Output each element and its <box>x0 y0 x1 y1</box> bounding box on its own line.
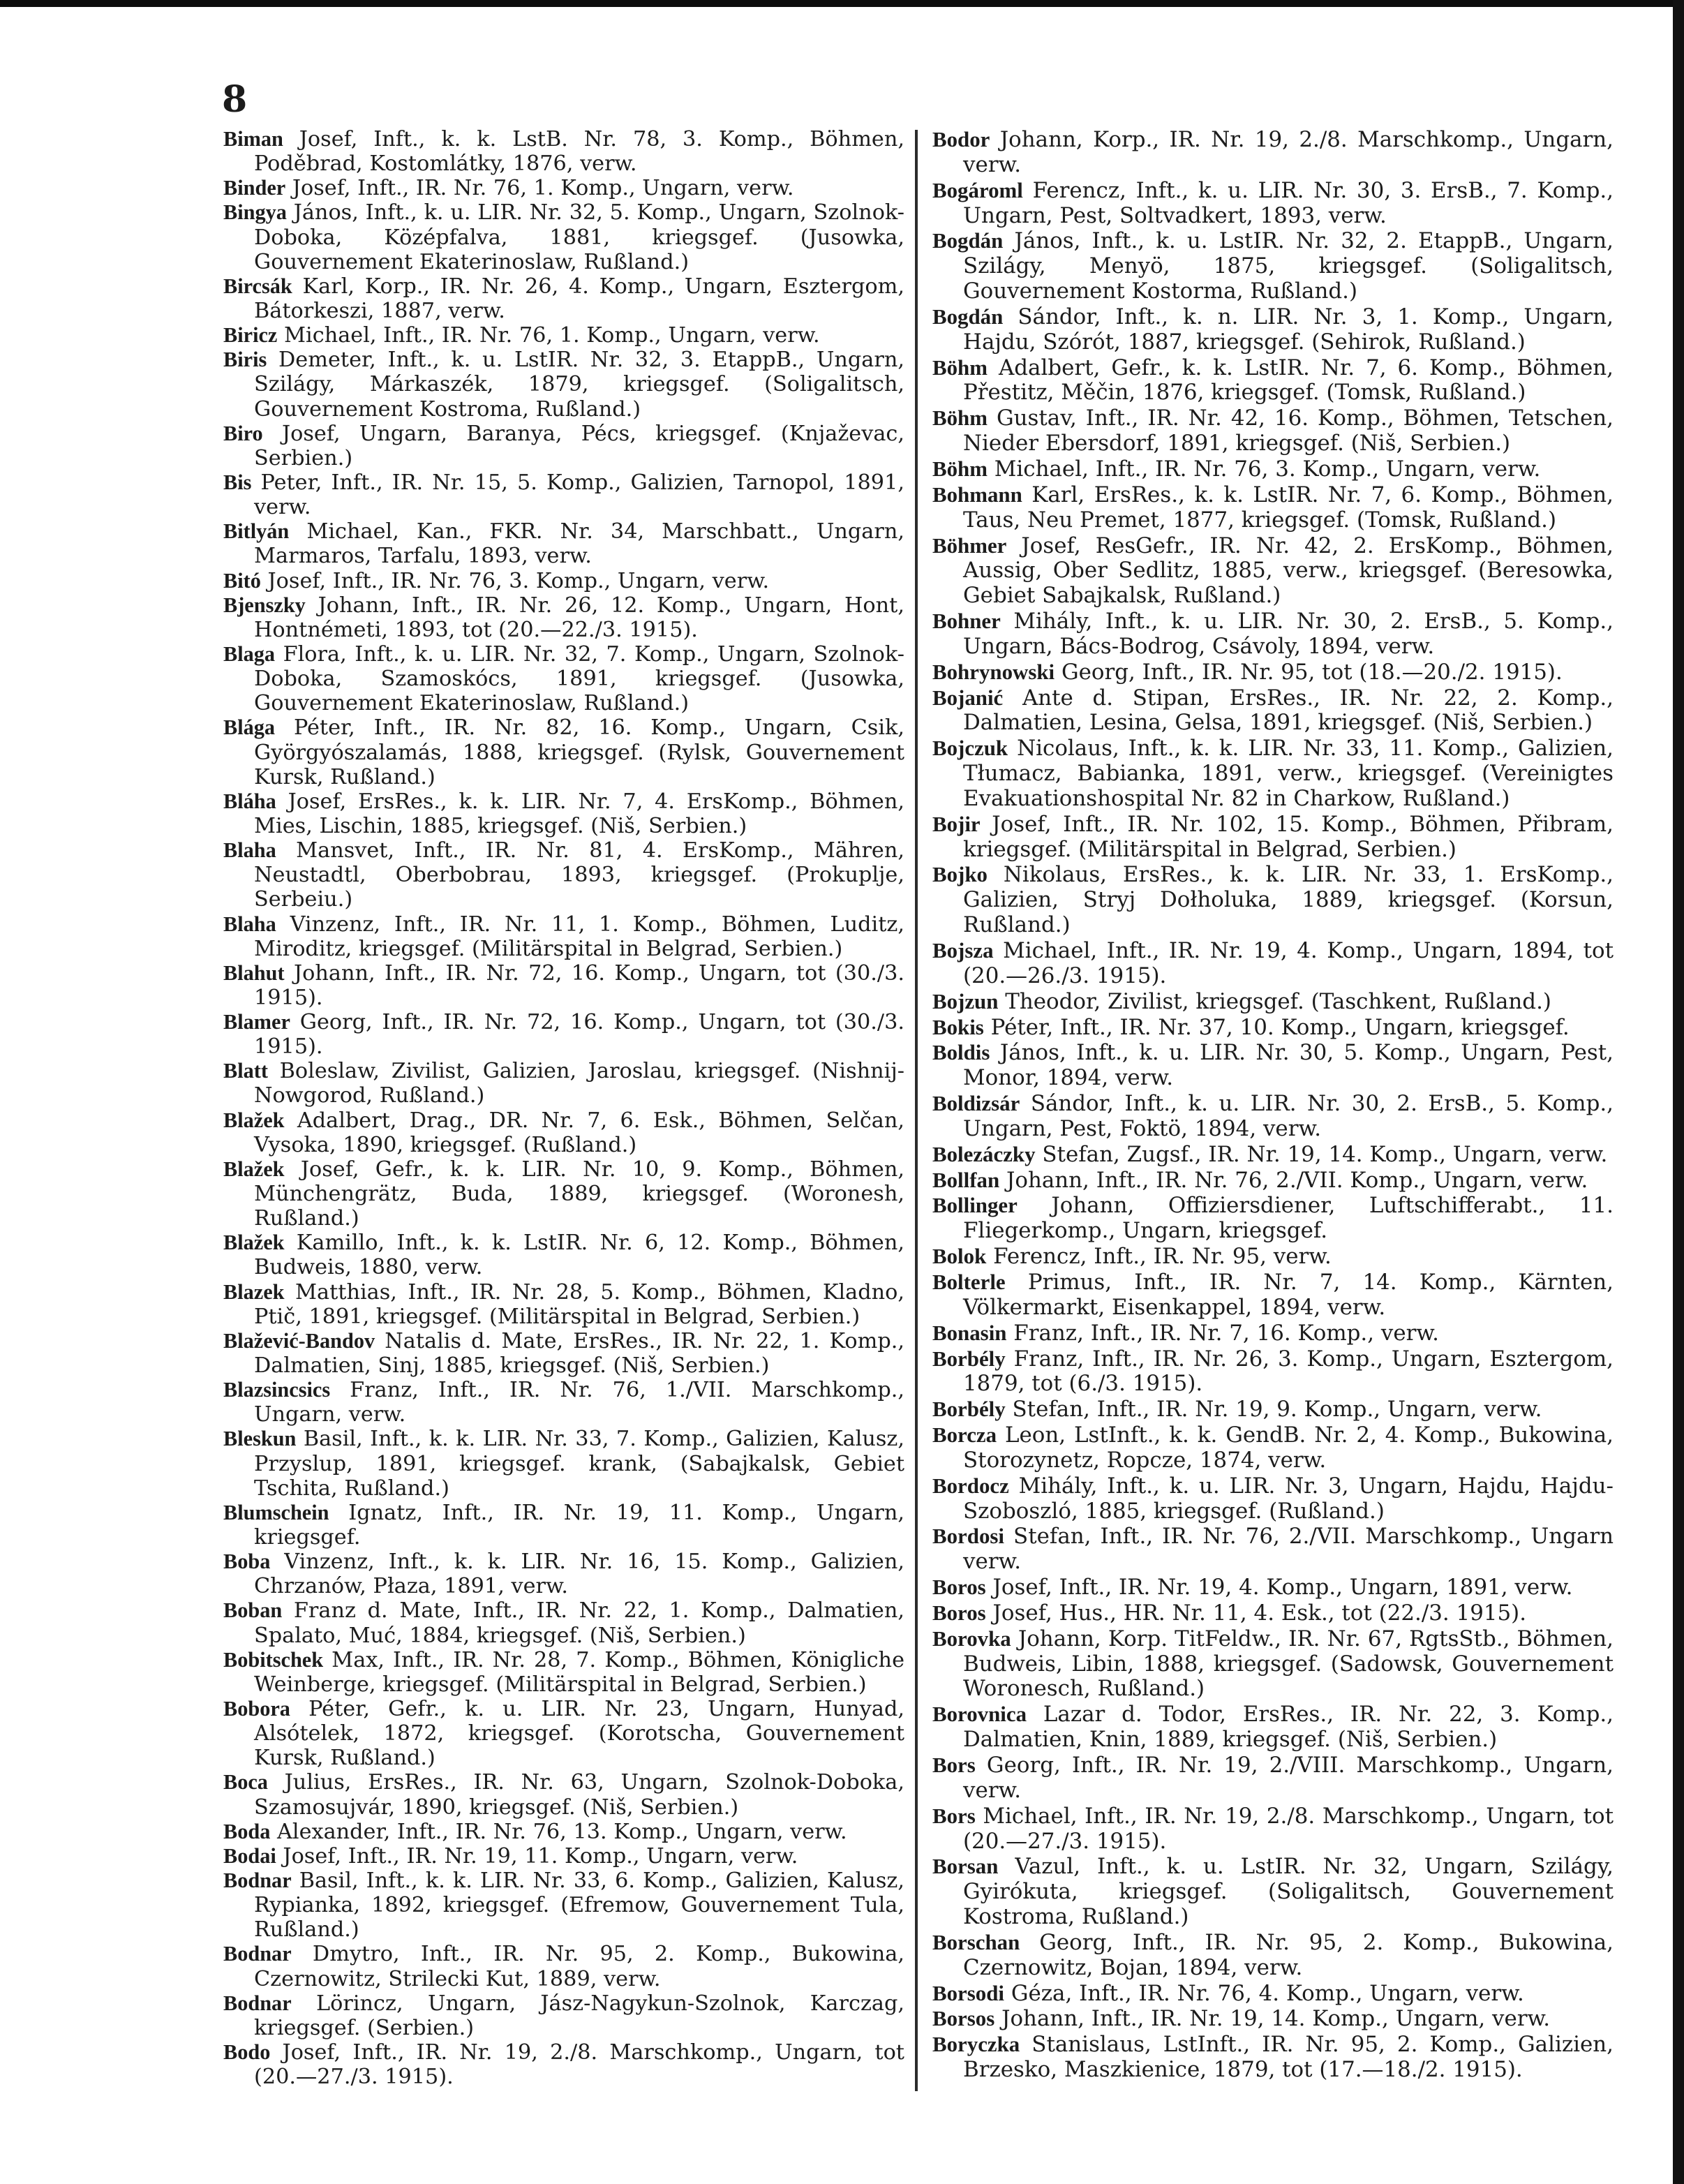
entry-surname: Boban <box>223 1598 283 1623</box>
entry-surname: Boda <box>223 1819 271 1843</box>
entry-surname: Blaha <box>223 912 276 936</box>
entry-surname: Blága <box>223 715 276 740</box>
entry-details: Johann, Inft., IR. Nr. 19, 14. Komp., Ungarn, verw. <box>1001 2006 1551 2032</box>
casualty-entry <box>223 1108 904 1157</box>
entry-details: Josef, Inft., k. k. LstB. Nr. 78, 3. Komp., Böhmen, Poděbrad, Kostomlátky, 1876, verw. <box>254 127 904 177</box>
casualty-entry <box>223 1501 904 1550</box>
entry-details: Josef, ErsRes., k. k. LIR. Nr. 7, 4. ErsKomp., Böhmen, Mies, Lischin, 1885, kriegsgef. (Niš, Serbien.) <box>254 789 904 838</box>
casualty-entry <box>932 1626 1614 1702</box>
entry-surname: Biro <box>223 421 263 445</box>
casualty-entry <box>223 1598 904 1647</box>
casualty-entry <box>932 533 1614 609</box>
entry-details: Vazul, Inft., k. u. LstIR. Nr. 32, Ungarn, Szilágy, Gyirókuta, kriegsgef. (Soligalitsch, Gouvernement Kostroma, Rußland.) <box>963 1854 1614 1930</box>
entry-surname: Bonasin <box>932 1320 1007 1345</box>
entry-details: Péter, Gefr., k. u. LIR. Nr. 23, Ungarn, Hunyad, Alsótelek, 1872, kriegsgef. (Korotscha, Gouvernement Kursk, Rußland.) <box>254 1697 904 1771</box>
entry-details: Michael, Kan., FKR. Nr. 34, Marschbatt., Ungarn, Marmaros, Tarfalu, 1893, verw. <box>254 519 904 569</box>
entry-surname: Bors <box>932 1803 976 1828</box>
entry-details: Franz, Inft., IR. Nr. 26, 3. Komp., Ungarn, Esztergom, 1879, tot (6./3. 1915). <box>963 1346 1614 1397</box>
entry-details: Josef, Gefr., k. k. LIR. Nr. 10, 9. Komp., Böhmen, Münchengrätz, Buda, 1889, kriegsgef. (Woronesh, Rußland.) <box>254 1157 904 1231</box>
entry-details: Géza, Inft., IR. Nr. 76, 4. Komp., Ungarn, verw. <box>1011 1980 1524 2006</box>
entry-surname: Bodnar <box>223 1991 292 2015</box>
entry-details: Flora, Inft., k. u. LIR. Nr. 32, 7. Komp., Ungarn, Szolnok-Doboka, Szamoskócs, 1891, kriegsgef. (Jusowka, Gouvernement Ekaterinoslaw, Rußland.) <box>254 641 904 716</box>
entry-surname: Borsos <box>932 2006 995 2031</box>
casualty-entry <box>932 1524 1614 1575</box>
casualty-entry <box>932 1930 1614 1981</box>
entry-surname: Böhm <box>932 406 988 431</box>
entry-surname: Blahut <box>223 960 285 985</box>
entry-surname: Bodnar <box>223 1942 292 1966</box>
entry-details: Ante d. Stipan, ErsRes., IR. Nr. 22, 2. Komp., Dalmatien, Lesina, Gelsa, 1891, kriegsgef. (Niš, Serbien.) <box>963 685 1614 736</box>
entry-surname: Borschan <box>932 1929 1020 1954</box>
entry-surname: Bogdán <box>932 228 1004 253</box>
entry-details: János, Inft., k. u. LIR. Nr. 30, 5. Komp., Ungarn, Pest, Monor, 1894, verw. <box>963 1040 1614 1091</box>
entry-surname: Bogdán <box>932 304 1004 329</box>
entry-surname: Blamer <box>223 1010 290 1034</box>
casualty-entry <box>223 1942 904 1991</box>
entry-surname: Blažek <box>223 1157 285 1181</box>
entry-surname: Blatt <box>223 1059 268 1083</box>
entry-surname: Bodai <box>223 1843 276 1868</box>
entry-surname: Bokis <box>932 1014 984 1039</box>
casualty-entry <box>223 1059 904 1108</box>
casualty-entry <box>932 228 1614 304</box>
casualty-entry <box>932 1040 1614 1091</box>
entry-details: Stefan, Inft., IR. Nr. 76, 2./VII. Marschkomp., Ungarn verw. <box>963 1524 1614 1575</box>
entry-details: Nikolaus, ErsRes., k. k. LIR. Nr. 33, 1. ErsKomp., Galizien, Stryj Dołholuka, 1889, kriegsgef. (Korsun, Rußland.) <box>963 862 1614 938</box>
entry-surname: Bogároml <box>932 177 1023 202</box>
entry-surname: Böhmer <box>932 533 1007 558</box>
entry-details: Vinzenz, Inft., k. k. LIR. Nr. 16, 15. Komp., Galizien, Chrzanów, Płaza, 1891, verw. <box>254 1550 904 1599</box>
entry-details: Karl, Korp., IR. Nr. 26, 4. Komp., Ungarn, Esztergom, Bátorkeszi, 1887, verw. <box>254 274 904 323</box>
casualty-entry <box>223 593 904 642</box>
entry-surname: Boba <box>223 1550 271 1574</box>
entry-surname: Bitlyán <box>223 519 290 544</box>
entry-details: Stefan, Inft., IR. Nr. 19, 9. Komp., Ungarn, verw. <box>1012 1397 1542 1422</box>
entry-details: Georg, Inft., IR. Nr. 95, 2. Komp., Bukowina, Czernowitz, Bojan, 1894, verw. <box>963 1929 1614 1980</box>
casualty-entry <box>932 1753 1614 1804</box>
entry-surname: Boros <box>932 1575 986 1600</box>
entry-details: Lazar d. Todor, ErsRes., IR. Nr. 22, 3. Komp., Dalmatien, Knin, 1889, kriegsgef. (Niš, Serbien.) <box>963 1702 1614 1753</box>
entry-surname: Borsodi <box>932 1980 1004 2005</box>
entry-details: János, Inft., k. u. LIR. Nr. 32, 5. Komp., Ungarn, Szolnok-Doboka, Középfalva, 1881, kriegsgef. (Jusowka, Gouvernement Ekaterinoslaw, Rußland.) <box>254 200 904 274</box>
casualty-entry <box>932 127 1614 178</box>
entry-surname: Blažek <box>223 1108 285 1132</box>
entry-details: Josef, Hus., HR. Nr. 11, 4. Esk., tot (22./3. 1915). <box>992 1600 1527 1626</box>
casualty-entry <box>223 1157 904 1231</box>
entry-details: János, Inft., k. u. LstIR. Nr. 32, 2. EtappB., Ungarn, Szilágy, Menyö, 1875, kriegsgef. (Soligalitsch, Gouvernement Kostorma, Rußland.) <box>963 228 1614 304</box>
casualty-entry <box>932 2006 1614 2032</box>
entry-details: Mansvet, Inft., IR. Nr. 81, 4. ErsKomp., Mähren, Neustadtl, Oberbobrau, 1893, kriegsgef. (Prokuplje, Serbeiu.) <box>254 838 904 912</box>
page-number: 8 <box>222 78 248 121</box>
entry-surname: Blaha <box>223 838 276 863</box>
column-divider <box>915 130 918 2091</box>
entry-surname: Bodo <box>223 2040 271 2064</box>
left-column <box>223 127 904 2089</box>
casualty-entry <box>223 1869 904 1942</box>
entry-details: Kamillo, Inft., k. k. LstIR. Nr. 6, 12. Komp., Böhmen, Budweis, 1880, verw. <box>254 1231 904 1280</box>
entry-surname: Binder <box>223 176 286 200</box>
entry-surname: Boryczka <box>932 2032 1020 2057</box>
entry-surname: Bolezáczky <box>932 1141 1036 1166</box>
casualty-entry <box>932 1244 1614 1270</box>
entry-details: Josef, Ungarn, Baranya, Pécs, kriegsgef. (Knjaževac, Serbien.) <box>254 421 904 470</box>
entry-details: Leon, LstInft., k. k. GendB. Nr. 2, 4. Komp., Bukowina, Storozynetz, Ropcze, 1874, verw. <box>963 1422 1614 1473</box>
entry-surname: Bodnar <box>223 1868 292 1892</box>
entry-surname: Bojir <box>932 811 981 836</box>
entry-details: Josef, Inft., IR. Nr. 19, 2./8. Marschkomp., Ungarn, tot (20.—27./3. 1915). <box>254 2040 904 2090</box>
entry-surname: Bis <box>223 470 252 494</box>
entry-surname: Biricz <box>223 323 278 348</box>
entry-surname: Blažević-Bandov <box>223 1328 375 1353</box>
entry-surname: Bodor <box>932 127 990 151</box>
casualty-entry <box>223 642 904 715</box>
casualty-entry <box>932 178 1614 229</box>
entry-surname: Blumschein <box>223 1500 329 1524</box>
entry-details: Johann, Inft., IR. Nr. 76, 2./VII. Komp., Ungarn, verw. <box>1006 1167 1588 1193</box>
entry-surname: Bobitschek <box>223 1647 324 1672</box>
entry-details: Primus, Inft., IR. Nr. 7, 14. Komp., Kärnten, Völkermarkt, Eisenkappel, 1894, verw. <box>963 1269 1614 1320</box>
entry-surname: Bojsza <box>932 938 994 963</box>
entry-surname: Borbély <box>932 1346 1006 1371</box>
casualty-entry <box>223 1378 904 1427</box>
casualty-entry <box>932 1473 1614 1524</box>
entry-details: Michael, Inft., IR. Nr. 76, 3. Komp., Ungarn, verw. <box>994 456 1541 482</box>
entry-details: Franz, Inft., IR. Nr. 76, 1./VII. Marschkomp., Ungarn, verw. <box>254 1378 904 1427</box>
entry-details: Mihály, Inft., k. u. LIR. Nr. 30, 2. ErsB., 5. Komp., Ungarn, Bács-Bodrog, Csávoly, 1894, verw. <box>963 609 1614 659</box>
entry-details: Johann, Korp., IR. Nr. 19, 2./8. Marschkomp., Ungarn, verw. <box>963 127 1614 177</box>
entry-details: Lörincz, Ungarn, Jász-Nagykun-Szolnok, Karczag, kriegsgef. (Serbien.) <box>254 1991 904 2040</box>
entry-details: Ignatz, Inft., IR. Nr. 19, 11. Komp., Ungarn, kriegsgef. <box>254 1500 904 1550</box>
entry-details: Ferencz, Inft., k. u. LIR. Nr. 30, 3. ErsB., 7. Komp., Ungarn, Pest, Soltvadkert, 1893, verw. <box>963 177 1614 228</box>
entry-details: Karl, ErsRes., k. k. LstIR. Nr. 7, 6. Komp., Böhmen, Taus, Neu Premet, 1877, kriegsgef. (Tomsk, Rußland.) <box>963 482 1614 533</box>
entry-details: Johann, Inft., IR. Nr. 72, 16. Komp., Ungarn, tot (30./3. 1915). <box>254 960 904 1010</box>
casualty-entry <box>223 1770 904 1819</box>
entry-details: Max, Inft., IR. Nr. 28, 7. Komp., Böhmen, Königliche Weinberge, kriegsgef. (Militärspital in Belgrad, Serbien.) <box>254 1647 904 1697</box>
entry-details: Michael, Inft., IR. Nr. 19, 4. Komp., Ungarn, 1894, tot (20.—26./3. 1915). <box>963 938 1614 988</box>
casualty-entry <box>932 1168 1614 1194</box>
entry-details: Josef, Inft., IR. Nr. 19, 4. Komp., Ungarn, 1891, verw. <box>992 1575 1573 1600</box>
entry-surname: Böhm <box>932 355 988 380</box>
entry-surname: Bojczuk <box>932 736 1008 761</box>
entry-surname: Böhm <box>932 456 988 481</box>
entry-surname: Bors <box>932 1753 976 1777</box>
casualty-entry <box>223 961 904 1010</box>
casualty-entry <box>932 1015 1614 1041</box>
casualty-entry <box>223 1648 904 1697</box>
entry-details: Basil, Inft., k. k. LIR. Nr. 33, 6. Komp., Galizien, Kalusz, Rypianka, 1892, kriegsgef. (Efremow, Gouvernement Tula, Rußland.) <box>254 1868 904 1942</box>
entry-details: Theodor, Zivilist, kriegsgef. (Taschkent, Rußland.) <box>1005 988 1551 1014</box>
entry-surname: Boca <box>223 1770 268 1795</box>
entry-surname: Bohrynowski <box>932 659 1055 684</box>
entry-surname: Borovnica <box>932 1702 1027 1727</box>
casualty-entry <box>932 1321 1614 1346</box>
entry-details: Adalbert, Gefr., k. k. LstIR. Nr. 7, 6. Komp., Böhmen, Přestitz, Měčin, 1876, kriegsgef. (Tomsk, Rußland.) <box>963 355 1614 406</box>
casualty-entry <box>223 1820 904 1844</box>
casualty-entry <box>932 609 1614 660</box>
casualty-entry <box>932 1142 1614 1168</box>
entry-surname: Biris <box>223 348 267 372</box>
entry-surname: Borcza <box>932 1422 997 1448</box>
casualty-entry <box>223 1329 904 1378</box>
casualty-entry <box>223 200 904 274</box>
entry-details: Gustav, Inft., IR. Nr. 42, 16. Komp., Böhmen, Tetschen, Nieder Ebersdorf, 1891, kriegsgef. (Niš, Serbien.) <box>963 406 1614 456</box>
scan-right-edge <box>1673 0 1684 2184</box>
entry-details: Stanislaus, LstInft., IR. Nr. 95, 2. Komp., Galizien, Brzesko, Maszkienice, 1879, tot (17.—18./2. 1915). <box>963 2032 1614 2083</box>
casualty-entry <box>223 422 904 470</box>
casualty-entry <box>223 1550 904 1598</box>
entry-details: Vinzenz, Inft., IR. Nr. 11, 1. Komp., Böhmen, Luditz, Miroditz, kriegsgef. (Militärspital in Belgrad, Serbien.) <box>254 912 904 961</box>
entry-details: Josef, Inft., IR. Nr. 76, 3. Komp., Ungarn, verw. <box>267 568 770 593</box>
casualty-entry <box>223 470 904 519</box>
casualty-entry <box>223 1231 904 1279</box>
entry-details: Josef, Inft., IR. Nr. 102, 15. Komp., Böhmen, Přibram, kriegsgef. (Militärspital in Belgrad, Serbien.) <box>963 811 1614 862</box>
entry-details: Adalbert, Drag., DR. Nr. 7, 6. Esk., Böhmen, Selčan, Vysoka, 1890, kriegsgef. (Rußland.) <box>254 1108 904 1157</box>
casualty-entry <box>932 1193 1614 1244</box>
casualty-entry <box>223 789 904 838</box>
entry-details: Johann, Offiziersdiener, Luftschifferabt., 11. Fliegerkomp., Ungarn, kriegsgef. <box>963 1193 1614 1244</box>
casualty-entry <box>932 812 1614 863</box>
entry-details: Georg, Inft., IR. Nr. 19, 2./VIII. Marschkomp., Ungarn, verw. <box>963 1753 1614 1803</box>
entry-details: Nicolaus, Inft., k. k. LIR. Nr. 33, 11. Komp., Galizien, Tłumacz, Babianka, 1891, verw., kriegsgef. (Vereinigtes Evakuationshospital Nr. 82 in Charkow, Rußland.) <box>963 736 1614 811</box>
entry-details: Péter, Inft., IR. Nr. 37, 10. Komp., Ungarn, kriegsgef. <box>990 1014 1570 1040</box>
casualty-entry <box>932 1854 1614 1930</box>
casualty-entry <box>223 176 904 200</box>
casualty-entry <box>223 2040 904 2089</box>
entry-surname: Blažek <box>223 1231 285 1255</box>
entry-details: Johann, Inft., IR. Nr. 26, 12. Komp., Ungarn, Hont, Hontnémeti, 1893, tot (20.—22./3. 1915). <box>254 593 904 642</box>
casualty-entry <box>223 1280 904 1329</box>
entry-surname: Borbély <box>932 1397 1006 1422</box>
entry-surname: Blazek <box>223 1279 285 1304</box>
entry-surname: Bitó <box>223 568 261 593</box>
entry-surname: Biman <box>223 127 283 151</box>
casualty-entry <box>223 323 904 348</box>
entry-surname: Bjenszky <box>223 593 306 617</box>
entry-surname: Bolterle <box>932 1269 1006 1294</box>
casualty-entry <box>223 1010 904 1059</box>
casualty-entry <box>932 660 1614 685</box>
entry-surname: Boldizsár <box>932 1091 1020 1116</box>
entry-details: Sándor, Inft., k. u. LIR. Nr. 30, 2. ErsB., 5. Komp., Ungarn, Pest, Foktö, 1894, verw. <box>963 1091 1614 1141</box>
casualty-entry <box>223 569 904 593</box>
entry-surname: Bojzun <box>932 988 999 1013</box>
casualty-entry <box>223 519 904 568</box>
casualty-entry <box>932 355 1614 406</box>
casualty-entry <box>932 862 1614 938</box>
casualty-entry <box>932 685 1614 736</box>
casualty-entry <box>223 274 904 323</box>
casualty-entry <box>223 1844 904 1869</box>
casualty-entry <box>932 1270 1614 1321</box>
entry-details: Josef, ResGefr., IR. Nr. 42, 2. ErsKomp., Böhmen, Aussig, Ober Sedlitz, 1885, verw., kriegsgef. (Beresowka, Gebiet Sabajkalsk, Rußland.) <box>963 533 1614 609</box>
entry-surname: Bláha <box>223 789 276 813</box>
casualty-entry <box>223 1427 904 1500</box>
casualty-entry <box>932 1981 1614 2007</box>
entry-details: Basil, Inft., k. k. LIR. Nr. 33, 7. Komp., Galizien, Kalusz, Przyslup, 1891, kriegsgef. krank, (Sabajkalsk, Gebiet Tschita, Rußland.) <box>254 1427 904 1501</box>
casualty-entry <box>932 1702 1614 1753</box>
casualty-entry <box>932 736 1614 812</box>
casualty-entry <box>932 304 1614 355</box>
entry-details: Georg, Inft., IR. Nr. 72, 16. Komp., Ungarn, tot (30./3. 1915). <box>254 1010 904 1060</box>
entry-details: Josef, Inft., IR. Nr. 76, 1. Komp., Ungarn, verw. <box>292 176 794 201</box>
right-column <box>932 127 1614 2083</box>
entry-details: Michael, Inft., IR. Nr. 76, 1. Komp., Ungarn, verw. <box>284 323 820 348</box>
entry-details: Julius, ErsRes., IR. Nr. 63, Ungarn, Szolnok-Doboka, Szamosujvár, 1890, kriegsgef. (Niš, Serbien.) <box>254 1770 904 1820</box>
casualty-entry <box>223 1697 904 1770</box>
casualty-entry <box>932 1397 1614 1422</box>
entry-surname: Bohner <box>932 609 1001 634</box>
entry-details: Alexander, Inft., IR. Nr. 76, 13. Komp., Ungarn, verw. <box>277 1819 847 1844</box>
casualty-entry <box>932 1804 1614 1855</box>
entry-surname: Bollinger <box>932 1193 1018 1218</box>
entry-surname: Bollfan <box>932 1167 1000 1192</box>
casualty-entry <box>932 1422 1614 1473</box>
entry-surname: Bleskun <box>223 1427 297 1451</box>
entry-surname: Blaga <box>223 641 276 666</box>
entry-details: Natalis d. Mate, ErsRes., IR. Nr. 22, 1. Komp., Dalmatien, Sinj, 1885, kriegsgef. (Niš, Serbien.) <box>254 1328 904 1379</box>
entry-surname: Boldis <box>932 1040 990 1065</box>
entry-details: Boleslaw, Zivilist, Galizien, Jaroslau, kriegsgef. (Nishnij-Nowgorod, Rußland.) <box>254 1059 904 1108</box>
entry-details: Matthias, Inft., IR. Nr. 28, 5. Komp., Böhmen, Kladno, Ptič, 1891, kriegsgef. (Militärspital in Belgrad, Serbien.) <box>254 1279 904 1329</box>
casualty-entry <box>932 1346 1614 1397</box>
casualty-entry <box>223 348 904 421</box>
entry-details: Georg, Inft., IR. Nr. 95, tot (18.—20./2. 1915). <box>1061 659 1563 685</box>
casualty-entry <box>932 989 1614 1015</box>
casualty-entry <box>932 406 1614 456</box>
entry-surname: Bordosi <box>932 1524 1004 1549</box>
casualty-entry <box>223 1991 904 2040</box>
entry-details: Josef, Inft., IR. Nr. 19, 11. Komp., Ungarn, verw. <box>283 1843 798 1869</box>
entry-details: Johann, Korp. TitFeldw., IR. Nr. 67, RgtsStb., Böhmen, Budweis, Libin, 1888, kriegsgef. (Sadowsk, Gouvernement Woronesch, Rußland.) <box>963 1626 1614 1702</box>
casualty-entry <box>932 1600 1614 1626</box>
entry-surname: Bingya <box>223 200 287 225</box>
scan-top-edge <box>0 0 1684 7</box>
entry-details: Ferencz, Inft., IR. Nr. 95, verw. <box>993 1244 1332 1270</box>
entry-details: Stefan, Zugsf., IR. Nr. 19, 14. Komp., Ungarn, verw. <box>1042 1141 1608 1167</box>
entry-details: Michael, Inft., IR. Nr. 19, 2./8. Marschkomp., Ungarn, tot (20.—27./3. 1915). <box>963 1803 1614 1854</box>
entry-surname: Bojko <box>932 862 988 887</box>
entry-surname: Blazsincsics <box>223 1378 331 1402</box>
casualty-entry <box>932 456 1614 482</box>
entry-surname: Bobora <box>223 1697 290 1721</box>
casualty-entry <box>932 1575 1614 1600</box>
entry-surname: Bojanić <box>932 685 1004 710</box>
entry-details: Peter, Inft., IR. Nr. 15, 5. Komp., Galizien, Tarnopol, 1891, verw. <box>254 470 904 520</box>
casualty-entry <box>932 482 1614 533</box>
entry-surname: Boros <box>932 1600 986 1625</box>
casualty-entry <box>223 715 904 789</box>
casualty-entry <box>932 2032 1614 2083</box>
entry-surname: Borsan <box>932 1854 999 1879</box>
casualty-entry <box>932 938 1614 989</box>
entry-surname: Bordocz <box>932 1473 1009 1498</box>
entry-details: Demeter, Inft., k. u. LstIR. Nr. 32, 3. EtappB., Ungarn, Szilágy, Márkaszék, 1879, kriegsgef. (Soligalitsch, Gouvernement Kostroma, Rußland.) <box>254 348 904 422</box>
entry-surname: Borovka <box>932 1626 1011 1651</box>
entry-surname: Bircsák <box>223 274 292 298</box>
entry-details: Péter, Inft., IR. Nr. 82, 16. Komp., Ungarn, Csik, Györgyószalamás, 1888, kriegsgef. (Rylsk, Gouvernement Kursk, Rußland.) <box>254 715 904 789</box>
entry-details: Franz, Inft., IR. Nr. 7, 16. Komp., verw. <box>1013 1320 1439 1346</box>
casualty-entry <box>932 1091 1614 1142</box>
entry-surname: Bolok <box>932 1244 987 1269</box>
casualty-entry <box>223 838 904 912</box>
casualty-entry <box>223 127 904 176</box>
casualty-entry <box>223 912 904 961</box>
entry-details: Franz d. Mate, Inft., IR. Nr. 22, 1. Komp., Dalmatien, Spalato, Muć, 1884, kriegsgef. (Niš, Serbien.) <box>254 1598 904 1648</box>
entry-surname: Bohmann <box>932 482 1022 507</box>
entry-details: Dmytro, Inft., IR. Nr. 95, 2. Komp., Bukowina, Czernowitz, Strilecki Kut, 1889, verw. <box>254 1942 904 1991</box>
entry-details: Mihály, Inft., k. u. LIR. Nr. 3, Ungarn, Hajdu, Hajdu-Szoboszló, 1885, kriegsgef. (Rußland.) <box>963 1473 1614 1524</box>
entry-details: Sándor, Inft., k. n. LIR. Nr. 3, 1. Komp., Ungarn, Hajdu, Szórót, 1887, kriegsgef. (Sehirok, Rußland.) <box>963 304 1614 355</box>
